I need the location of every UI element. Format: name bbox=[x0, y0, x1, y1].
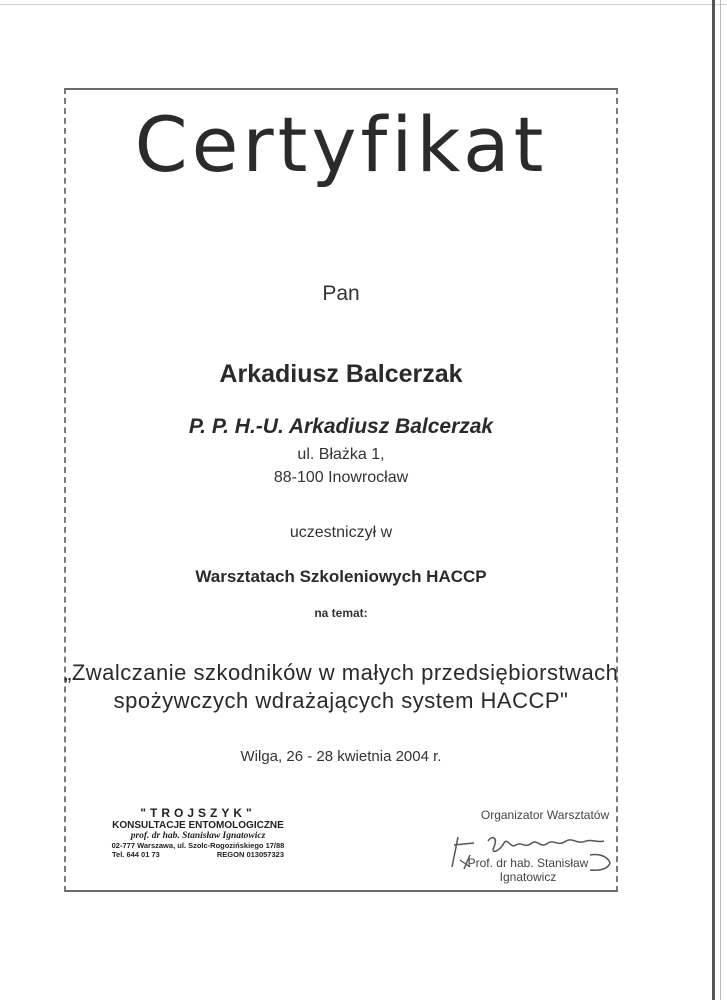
company-name: P. P. H.-U. Arkadiusz Balcerzak bbox=[188, 415, 494, 438]
address-street: ul. Błażka 1, bbox=[297, 446, 385, 463]
stamp-phone: Tel. 644 01 73 bbox=[112, 850, 160, 859]
recipient-name: Arkadiusz Balcerzak bbox=[219, 360, 463, 388]
topic-line-2: spożywczych wdrażających system HACCP" bbox=[113, 688, 569, 713]
stamp-subtitle: KONSULTACJE ENTOMOLOGICZNE bbox=[112, 820, 284, 831]
subject-label: na temat: bbox=[314, 606, 368, 620]
scan-edge-top bbox=[0, 4, 727, 5]
address-city: 88-100 Inowrocław bbox=[273, 469, 409, 486]
company-stamp bbox=[108, 806, 288, 859]
date-place: Wilga, 26 - 28 kwietnia 2004 r. bbox=[240, 748, 442, 765]
certificate-title: Certyfikat bbox=[134, 100, 548, 189]
organizer-label: Organizator Warsztatów bbox=[480, 808, 610, 822]
stamp-professor: prof. dr hab. Stanisław Ignatowicz bbox=[130, 831, 266, 841]
event-name: Warsztatach Szkoleniowych HACCP bbox=[195, 567, 487, 586]
organizer-person: Prof. dr hab. Stanisław Ignatowicz bbox=[467, 856, 589, 884]
certificate-border bbox=[64, 88, 618, 892]
topic-line-1: „Zwalczanie szkodników w małych przedsiębiorstwach bbox=[64, 660, 619, 685]
salutation: Pan bbox=[322, 282, 360, 305]
scan-edge-right bbox=[712, 0, 715, 1000]
stamp-name: "TROJSZYK" bbox=[140, 806, 256, 820]
participation-text: uczestniczył w bbox=[289, 524, 393, 541]
stamp-contact-row bbox=[108, 850, 288, 859]
scan-edge-right-thin bbox=[720, 0, 721, 1000]
stamp-regon: REGON 013057323 bbox=[216, 850, 284, 859]
stamp-address: 02-777 Warszawa, ul. Szolc-Rogozińskiego 17/88 bbox=[111, 841, 285, 850]
